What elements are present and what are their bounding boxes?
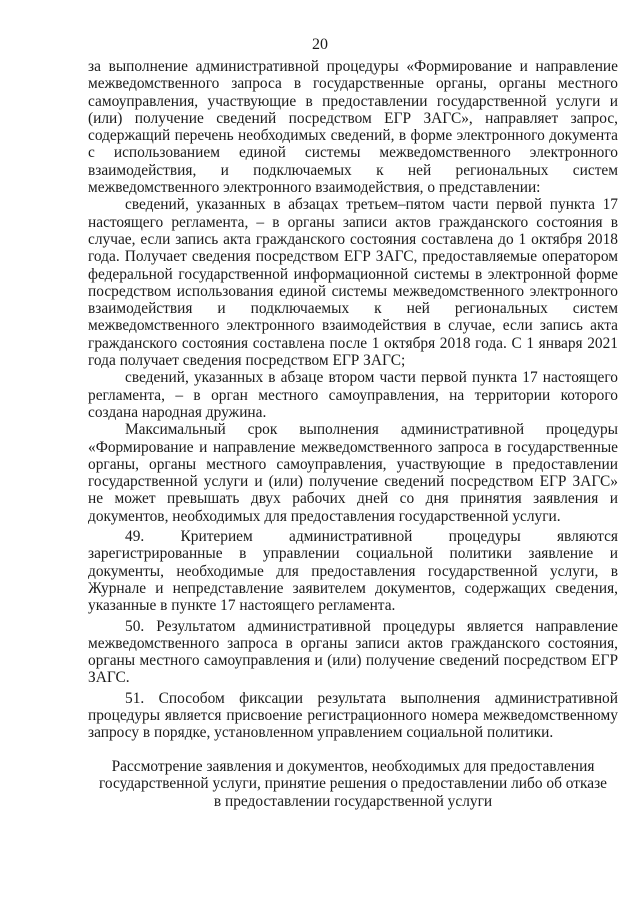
page-number: 20 — [312, 36, 328, 53]
document-body — [88, 58, 618, 742]
paragraph-local-government-info: сведений, указанных в абзаце втором части первой пункта 17 настоящего регламента, – в орган местного самоуправления, на территории которого создана народная дружина. — [88, 369, 618, 421]
paragraph-50: 50. Результатом административной процедуры является направление межведомственного запроса в органы записи актов гражданского состояния, органы местного самоуправления и (или) получение сведений посредством ЕГР ЗАГС. — [88, 617, 618, 687]
paragraph-49: 49. Критерием административной процедуры являются зарегистрированные в управлении социальной политики заявление и документы, необходимые для предоставления государственной услуги, в Журнале и непредставление заявителем документов, содержащих сведения, указанные в пункте 17 настоящего регламента. — [88, 528, 618, 615]
paragraph-civil-registry-info: сведений, указанных в абзацах третьем–пятом части первой пункта 17 настоящего регламента, – в органы записи актов гражданского состояния в случае, если запись акта гражданского состояния составлена до 1 октября 2018 года. Получает сведения посредством ЕГР ЗАГС, предоставляемые оператором федеральной государственной информационной системы в электронной форме посредством использования единой системы межведомственного электронного взаимодействия и подключаемых к ней региональных систем межведомственного электронного взаимодействия в случае, если запись акта гражданского состояния составлена после 1 октября 2018 года. С 1 января 2021 года получает сведения посредством ЕГР ЗАГС; — [88, 196, 618, 370]
section-heading-line-3: в предоставлении государственной услуги — [213, 792, 493, 810]
section-heading-line-1: Рассмотрение заявления и документов, необходимых для предоставления — [111, 758, 595, 775]
section-heading — [88, 758, 618, 810]
paragraph-max-term: Максимальный срок выполнения административной процедуры «Формирование и направление межведомственного запроса в государственные органы, органы местного самоуправления, участвующие в предоставлении государственной услуги и (или) получение сведений посредством ЕГР ЗАГС» не может превышать двух рабочих дней со дня принятия заявления и документов, необходимых для предоставления государственной услуги. — [88, 421, 618, 525]
section-heading-line-2: государственной услуги, принятие решения о предоставлении либо об отказе — [98, 775, 607, 793]
paragraph-continuation: за выполнение административной процедуры «Формирование и направление межведомственного запроса в государственные органы, органы местного самоуправления, участвующие в предоставлении государственной услуги и (или) получение сведений посредством ЕГР ЗАГС», направляет запрос, содержащий перечень необходимых сведений, в форме электронного документа с использованием единой системы межведомственного электронного взаимодействия, и подключаемых к ней региональных систем межведомственного электронного взаимодействия, о представлении: — [88, 58, 618, 197]
paragraph-51: 51. Способом фиксации результата выполнения административной процедуры является присвоение регистрационного номера межведомственному запросу в порядке, установленном управлением социальной политики. — [88, 689, 618, 742]
